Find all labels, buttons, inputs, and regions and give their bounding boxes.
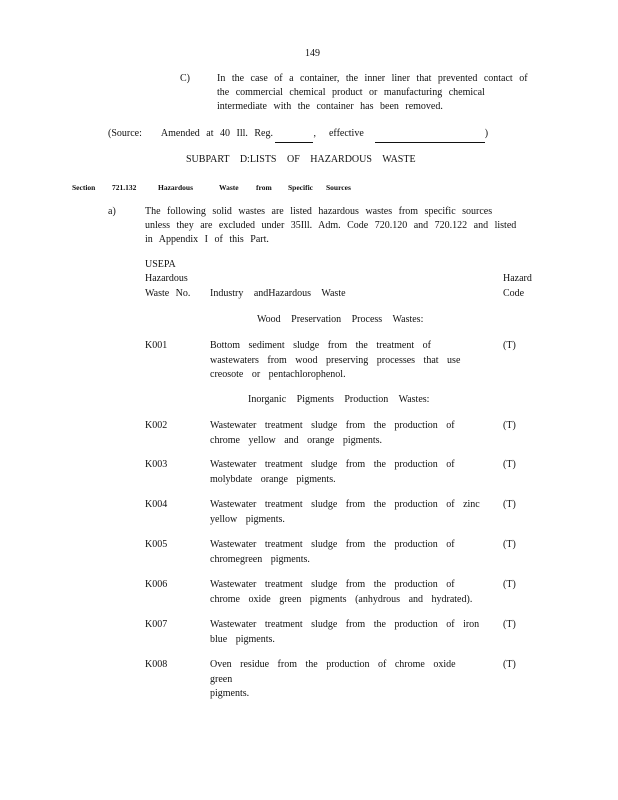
description-line: chrome oxide green pigments (anhydrous and hydrated). — [210, 593, 473, 605]
hazard-code: (T) — [503, 420, 516, 431]
hazard-code: (T) — [503, 579, 516, 590]
waste-code: K008 — [145, 659, 168, 670]
hazard-code: (T) — [503, 499, 516, 510]
subpart-title: SUBPART D:LISTS OF HAZARDOUS WASTE — [186, 154, 416, 165]
header-col1-line-1: USEPA — [145, 259, 176, 270]
item-c-line-3: intermediate with the container has been removed. — [217, 101, 443, 112]
source-label: (Source: — [108, 128, 142, 139]
hazard-code: (T) — [503, 459, 516, 470]
description-line: molybdate orange pigments. — [210, 473, 336, 485]
waste-code: K003 — [145, 459, 168, 470]
description-line: Wastewater treatment sludge from the production of zinc — [210, 499, 480, 510]
description-line: creosote or pentachlorophenol. — [210, 369, 346, 380]
waste-description — [210, 618, 485, 647]
hazard-code: (T) — [503, 539, 516, 550]
waste-description — [210, 458, 485, 487]
header-hazard-line-2: Code — [503, 288, 525, 299]
section-label: Section — [72, 183, 96, 192]
section-word-1: Hazardous — [158, 183, 194, 192]
section-number: 721.132 — [112, 183, 137, 192]
header-industry: Industry andHazardous Waste — [210, 288, 346, 299]
header-hazard-line-1: Hazard — [503, 273, 532, 284]
waste-description — [210, 419, 485, 448]
section-word-4: Specific — [288, 183, 313, 192]
section-word-2: Waste — [219, 183, 239, 192]
waste-description — [210, 339, 485, 383]
item-c-marker: C) — [180, 73, 190, 84]
source-amended: Amended at 40 Ill. Reg. — [160, 128, 273, 139]
source-effective: effective — [328, 128, 364, 139]
description-line: Wastewater treatment sludge from the production of — [210, 579, 455, 590]
item-a-line-1: The following solid wastes are listed hazardous wastes from specific sources — [145, 206, 493, 217]
item-a-line-3: in Appendix I of this Part. — [145, 234, 269, 245]
section-word-5: Sources — [326, 183, 351, 192]
waste-description — [210, 658, 485, 702]
hazard-code: (T) — [503, 619, 516, 630]
waste-code: K005 — [145, 539, 168, 550]
header-col1-line-2: Hazardous — [145, 273, 188, 284]
description-line: Wastewater treatment sludge from the production of — [210, 539, 455, 550]
description-line: yellow pigments. — [210, 513, 285, 525]
waste-code: K001 — [145, 340, 168, 351]
waste-description — [210, 578, 485, 607]
description-line: chrome yellow and orange pigments. — [210, 434, 383, 446]
description-line: chromegreen pigments. — [210, 553, 310, 565]
item-c-line-2: the commercial chemical product or manufacturing chemical — [217, 87, 485, 98]
description-line: blue pigments. — [210, 633, 275, 645]
description-line: pigments. — [210, 688, 250, 699]
waste-code: K006 — [145, 579, 168, 590]
waste-description — [210, 498, 485, 527]
group-heading-wood: Wood Preservation Process Wastes: — [257, 314, 424, 325]
item-c-line-1: In the case of a container, the inner liner that prevented contact of — [217, 73, 528, 84]
source-comma: , — [313, 128, 316, 139]
waste-code: K007 — [145, 619, 168, 630]
description-line: Wastewater treatment sludge from the production of — [210, 459, 455, 470]
hazard-code: (T) — [503, 340, 516, 351]
source-note — [108, 127, 488, 143]
waste-code: K002 — [145, 420, 168, 431]
description-line: Bottom sediment sludge from the treatment of — [210, 340, 431, 351]
waste-code: K004 — [145, 499, 168, 510]
effective-date-blank — [375, 127, 485, 143]
waste-description — [210, 538, 485, 567]
header-col1-line-3: Waste No. — [145, 288, 191, 299]
group-heading-pigments: Inorganic Pigments Production Wastes: — [248, 394, 430, 405]
hazard-code: (T) — [503, 659, 516, 670]
description-line: wastewaters from wood preserving processes that use — [210, 354, 461, 366]
description-line: Wastewater treatment sludge from the production of iron — [210, 619, 480, 630]
item-a-marker: a) — [108, 206, 116, 217]
page-number: 149 — [305, 48, 320, 59]
section-word-3: from — [256, 183, 272, 192]
description-line: Oven residue from the production of chrome oxide green — [210, 659, 456, 685]
description-line: Wastewater treatment sludge from the production of — [210, 420, 455, 431]
source-close: ) — [484, 128, 489, 139]
register-blank — [275, 127, 313, 143]
item-a-line-2: unless they are excluded under 35Ill. Adm. Code 720.120 and 720.122 and listed — [145, 220, 517, 231]
